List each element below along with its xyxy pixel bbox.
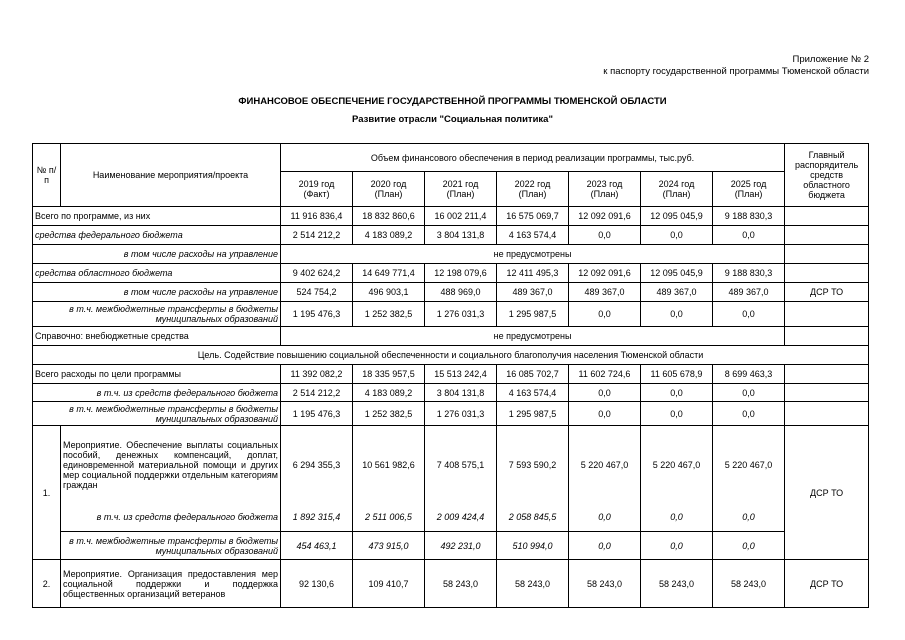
row-label: в т.ч. межбюджетные трансферты в бюджеты муниципальных образований [61,532,281,560]
cell-value: 0,0 [641,226,713,245]
year-header: 2022 год (План) [497,172,569,207]
cell-value: 0,0 [713,532,785,560]
cell-value: 473 915,0 [353,532,425,560]
year-header: 2025 год (План) [713,172,785,207]
table-row-measure-1 [33,426,869,504]
cell-manager [785,302,869,327]
cell-value: 11 605 678,9 [641,365,713,384]
table-row-regional-mgmt [33,283,869,302]
row-label: в том числе расходы на управление [33,245,281,264]
appendix-line-2: к паспорту государственной программы Тюменской области [603,66,869,77]
cell-value: 12 095 045,9 [641,264,713,283]
cell-value: 5 220 467,0 [713,426,785,504]
cell-value: 496 903,1 [353,283,425,302]
row-label: Всего по программе, из них [33,207,281,226]
row-label: Всего расходы по цели программы [33,365,281,384]
cell-value: 0,0 [713,302,785,327]
cell-value: 1 295 987,5 [497,302,569,327]
cell-value: 489 367,0 [569,283,641,302]
table-row-transfers [33,302,869,327]
cell-value: 3 804 131,8 [425,384,497,402]
cell-manager [785,226,869,245]
year-header: 2019 год (Факт) [281,172,353,207]
cell-value: 12 092 091,6 [569,264,641,283]
row-label: в т.ч. из средств федерального бюджета [33,384,281,402]
cell-value: 9 188 830,3 [713,264,785,283]
cell-value: 58 243,0 [425,560,497,608]
appendix-line-1: Приложение № 2 [792,54,869,65]
cell-value: 12 198 079,6 [425,264,497,283]
row-label: средства федерального бюджета [33,226,281,245]
cell-value: 58 243,0 [713,560,785,608]
cell-value: 1 252 382,5 [353,302,425,327]
document-subtitle: Развитие отрасли "Социальная политика" [352,114,553,125]
cell-value: 2 514 212,2 [281,384,353,402]
cell-value: 489 367,0 [641,283,713,302]
merged-note: не предусмотрены [281,327,785,346]
table-row-extra [33,327,869,346]
cell-value: 109 410,7 [353,560,425,608]
cell-value: 4 183 089,2 [353,226,425,245]
cell-value: 0,0 [641,302,713,327]
cell-manager: ДСР ТО [785,426,869,560]
cell-value: 1 276 031,3 [425,402,497,426]
cell-value: 492 231,0 [425,532,497,560]
appendix-note [603,54,869,78]
row-label: в т.ч. межбюджетные трансферты в бюджеты муниципальных образований [33,402,281,426]
cell-value: 0,0 [713,226,785,245]
cell-value: 0,0 [713,402,785,426]
cell-value: 0,0 [569,402,641,426]
col-name-header: Наименование мероприятия/проекта [61,144,281,207]
cell-value: 6 294 355,3 [281,426,353,504]
goal-text: Цель. Содействие повышению социальной обеспеченности и социального благополучия населения Тюменской области [33,346,869,365]
table-row-measure-1-transfers [33,532,869,560]
cell-value: 12 411 495,3 [497,264,569,283]
cell-value: 12 095 045,9 [641,207,713,226]
cell-value: 1 252 382,5 [353,402,425,426]
table-row-measure-1-federal [33,504,869,532]
cell-value: 0,0 [569,504,641,532]
cell-value: 2 514 212,2 [281,226,353,245]
cell-value: 0,0 [713,504,785,532]
document-title: ФИНАНСОВОЕ ОБЕСПЕЧЕНИЕ ГОСУДАРСТВЕННОЙ ПРОГРАММЫ ТЮМЕНСКОЙ ОБЛАСТИ [238,96,667,107]
cell-manager [785,327,869,346]
cell-value: 58 243,0 [497,560,569,608]
row-number: 2. [33,560,61,608]
cell-manager [785,384,869,402]
cell-value: 3 804 131,8 [425,226,497,245]
cell-value: 7 408 575,1 [425,426,497,504]
cell-value: 2 511 006,5 [353,504,425,532]
cell-value: 7 593 590,2 [497,426,569,504]
cell-value: 2 009 424,4 [425,504,497,532]
cell-value: 18 832 860,6 [353,207,425,226]
cell-value: 16 085 702,7 [497,365,569,384]
table-row-regional [33,264,869,283]
merged-note: не предусмотрены [281,245,785,264]
cell-value: 15 513 242,4 [425,365,497,384]
year-header: 2021 год (План) [425,172,497,207]
financing-table [32,143,869,608]
cell-value: 11 916 836,4 [281,207,353,226]
cell-manager [785,245,869,264]
cell-value: 1 892 315,4 [281,504,353,532]
row-label: средства областного бюджета [33,264,281,283]
cell-manager [785,264,869,283]
cell-manager: ДСР ТО [785,283,869,302]
cell-value: 489 367,0 [713,283,785,302]
cell-value: 9 402 624,2 [281,264,353,283]
table-row-goal-federal [33,384,869,402]
cell-value: 4 183 089,2 [353,384,425,402]
cell-value: 2 058 845,5 [497,504,569,532]
table-row-measure-2 [33,560,869,608]
cell-value: 58 243,0 [569,560,641,608]
cell-value: 16 002 211,4 [425,207,497,226]
cell-value: 4 163 574,4 [497,384,569,402]
cell-value: 0,0 [641,504,713,532]
table-row-total [33,207,869,226]
cell-manager [785,207,869,226]
cell-value: 489 367,0 [497,283,569,302]
cell-value: 1 295 987,5 [497,402,569,426]
cell-manager [785,365,869,384]
cell-value: 12 092 091,6 [569,207,641,226]
table-row-goal [33,346,869,365]
cell-value: 4 163 574,4 [497,226,569,245]
cell-value: 488 969,0 [425,283,497,302]
table-row-goal-total [33,365,869,384]
cell-value: 0,0 [641,532,713,560]
cell-value: 92 130,6 [281,560,353,608]
row-label: Мероприятие. Обеспечение выплаты социальных пособий, денежных компенсаций, доплат, единовременной материальной помощи и других мер социальной поддержки отдельным категориям граждан [61,426,281,504]
year-header: 2024 год (План) [641,172,713,207]
row-label: в т.ч. межбюджетные трансферты в бюджеты муниципальных образований [33,302,281,327]
cell-value: 58 243,0 [641,560,713,608]
col-volume-header: Объем финансового обеспечения в период реализации программы, тыс.руб. [281,144,785,172]
cell-manager: ДСР ТО [785,560,869,608]
row-label: в том числе расходы на управление [33,283,281,302]
col-num-header: № п/п [33,144,61,207]
cell-value: 0,0 [569,226,641,245]
cell-value: 524 754,2 [281,283,353,302]
cell-value: 16 575 069,7 [497,207,569,226]
year-header: 2020 год (План) [353,172,425,207]
cell-value: 454 463,1 [281,532,353,560]
table-row-goal-transfers [33,402,869,426]
row-label: в т.ч. из средств федерального бюджета [61,504,281,532]
cell-value: 0,0 [569,302,641,327]
cell-value: 18 335 957,5 [353,365,425,384]
cell-value: 0,0 [713,384,785,402]
row-number: 1. [33,426,61,560]
cell-value: 0,0 [641,384,713,402]
cell-value: 14 649 771,4 [353,264,425,283]
cell-value: 5 220 467,0 [641,426,713,504]
cell-value: 1 195 476,3 [281,402,353,426]
cell-value: 11 602 724,6 [569,365,641,384]
cell-value: 5 220 467,0 [569,426,641,504]
cell-value: 9 188 830,3 [713,207,785,226]
cell-value: 0,0 [641,402,713,426]
cell-value: 0,0 [569,384,641,402]
row-label: Справочно: внебюджетные средства [33,327,281,346]
header-row-1 [33,144,869,172]
col-manager-header: Главный распорядитель средств областного бюджета [785,144,869,207]
cell-value: 1 195 476,3 [281,302,353,327]
cell-value: 1 276 031,3 [425,302,497,327]
row-label: Мероприятие. Организация предоставления мер социальной поддержки и поддержка общественных организаций ветеранов [61,560,281,608]
cell-manager [785,402,869,426]
cell-value: 0,0 [569,532,641,560]
table-row-federal [33,226,869,245]
year-header: 2023 год (План) [569,172,641,207]
cell-value: 11 392 082,2 [281,365,353,384]
cell-value: 510 994,0 [497,532,569,560]
cell-value: 10 561 982,6 [353,426,425,504]
cell-value: 8 699 463,3 [713,365,785,384]
table-row-federal-mgmt [33,245,869,264]
